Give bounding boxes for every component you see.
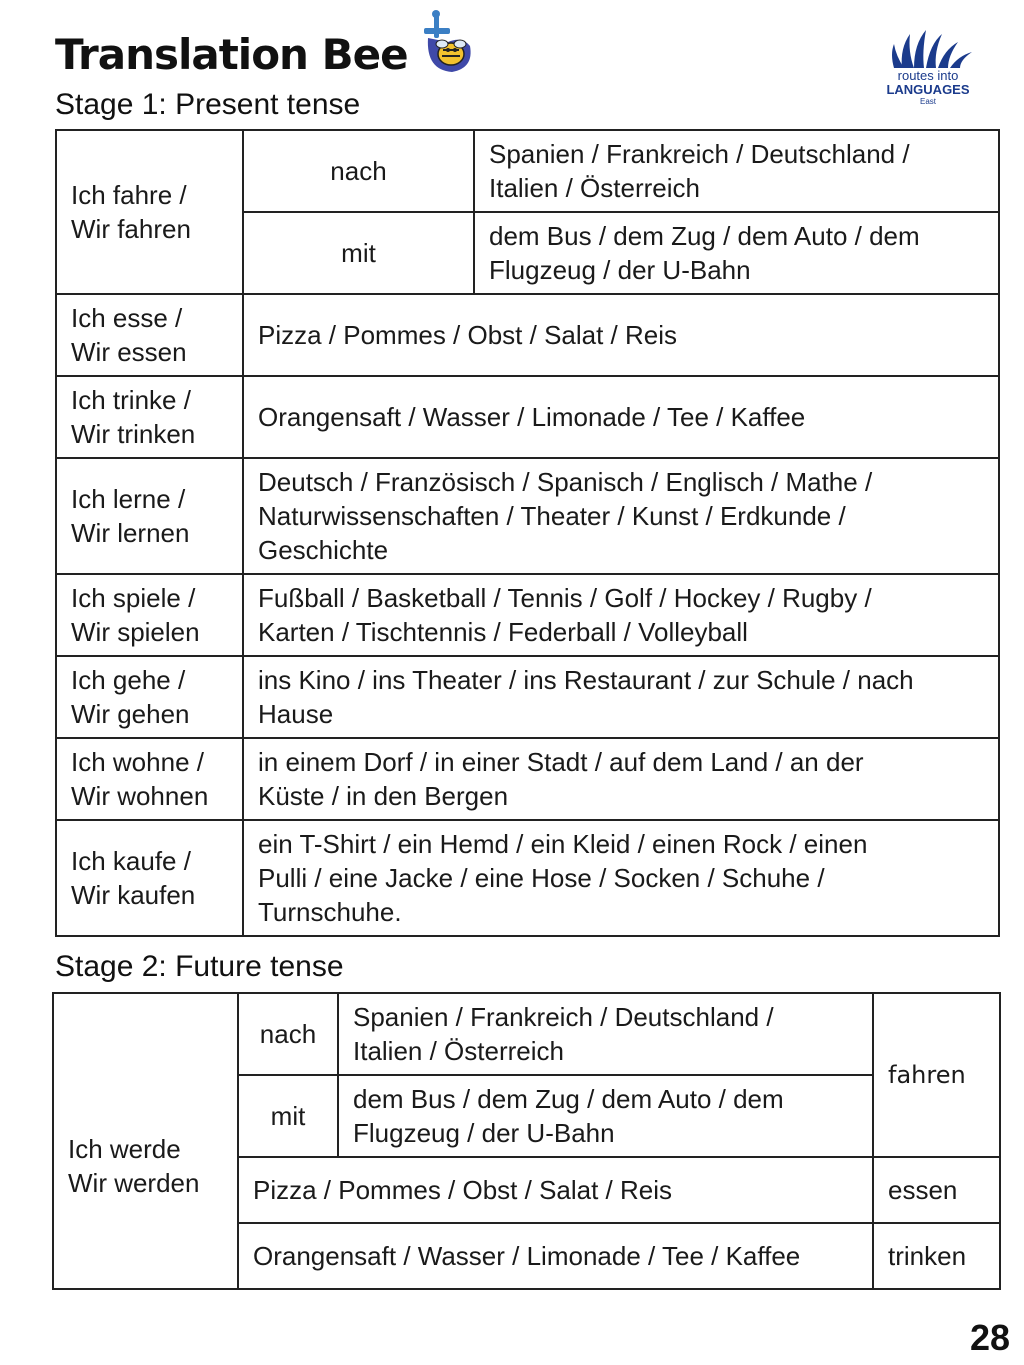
logo-line-1: routes into bbox=[897, 68, 959, 83]
options-line: Orangensaft / Wasser / Limonade / Tee / Kaffee bbox=[253, 1241, 801, 1271]
subject-line: Ich esse / bbox=[71, 303, 183, 333]
subject-cell bbox=[56, 458, 243, 574]
options-cell bbox=[243, 294, 999, 376]
options-line: in einem Dorf / in einer Stadt / auf dem Land / an der bbox=[258, 747, 864, 777]
logo-line-2: LANGUAGES bbox=[886, 82, 970, 97]
options-cell bbox=[338, 993, 873, 1075]
table-row bbox=[56, 820, 999, 936]
subject-line: Ich wohne / bbox=[71, 747, 204, 777]
options-cell bbox=[243, 656, 999, 738]
options-cell bbox=[243, 574, 999, 656]
subject-cell bbox=[53, 993, 238, 1289]
options-cell bbox=[474, 212, 999, 294]
subject-line: Wir trinken bbox=[71, 419, 196, 449]
verb-cell: fahren bbox=[873, 993, 1000, 1157]
subject-line: Wir kaufen bbox=[71, 880, 196, 910]
options-line: Flugzeug / der U-Bahn bbox=[353, 1118, 615, 1148]
subject-cell bbox=[56, 656, 243, 738]
preposition-cell: nach bbox=[238, 993, 338, 1075]
options-line: dem Bus / dem Zug / dem Auto / dem bbox=[489, 221, 920, 251]
page-title: Translation Bee bbox=[55, 30, 408, 79]
table-row bbox=[56, 130, 999, 212]
options-line: ein T-Shirt / ein Hemd / ein Kleid / einen Rock / einen bbox=[258, 829, 868, 859]
options-line: Italien / Österreich bbox=[353, 1036, 564, 1066]
options-line: Flugzeug / der U-Bahn bbox=[489, 255, 751, 285]
subject-cell bbox=[56, 820, 243, 936]
options-cell bbox=[243, 738, 999, 820]
subject-line: Wir wohnen bbox=[71, 781, 209, 811]
subject-line: Ich werde bbox=[68, 1134, 181, 1164]
preposition-cell: nach bbox=[243, 130, 474, 212]
subject-line: Ich kaufe / bbox=[71, 846, 191, 876]
options-line: Pulli / eine Jacke / eine Hose / Socken / Schuhe / bbox=[258, 863, 825, 893]
options-line: dem Bus / dem Zug / dem Auto / dem bbox=[353, 1084, 784, 1114]
options-line: Pizza / Pommes / Obst / Salat / Reis bbox=[258, 320, 678, 350]
options-line: Karten / Tischtennis / Federball / Volleyball bbox=[258, 617, 748, 647]
subject-line: Wir essen bbox=[71, 337, 187, 367]
verb-cell: trinken bbox=[873, 1223, 1000, 1289]
options-line: Fußball / Basketball / Tennis / Golf / Hockey / Rugby / bbox=[258, 583, 872, 613]
options-line: Pizza / Pommes / Obst / Salat / Reis bbox=[253, 1175, 673, 1205]
table-row bbox=[56, 574, 999, 656]
subject-line: Ich lerne / bbox=[71, 484, 186, 514]
table-row bbox=[53, 993, 1000, 1075]
options-line: Geschichte bbox=[258, 535, 389, 565]
subject-line: Ich spiele / bbox=[71, 583, 196, 613]
stage2-heading: Stage 2: Future tense bbox=[55, 950, 344, 983]
options-line: Deutsch / Französisch / Spanisch / Englisch / Mathe / bbox=[258, 467, 873, 497]
page-number: 28 bbox=[969, 1317, 1010, 1358]
subject-cell bbox=[56, 294, 243, 376]
options-line: Turnschuhe. bbox=[258, 897, 402, 927]
options-cell bbox=[238, 1157, 873, 1223]
options-line: Küste / in den Bergen bbox=[258, 781, 509, 811]
preposition-cell: mit bbox=[238, 1075, 338, 1157]
subject-cell bbox=[56, 376, 243, 458]
options-line: Hause bbox=[258, 699, 334, 729]
options-line: Spanien / Frankreich / Deutschland / bbox=[489, 139, 910, 169]
subject-line: Ich trinke / bbox=[71, 385, 191, 415]
options-cell bbox=[243, 458, 999, 574]
table-row bbox=[56, 656, 999, 738]
subject-line: Wir fahren bbox=[71, 214, 191, 244]
options-line: Spanien / Frankreich / Deutschland / bbox=[353, 1002, 774, 1032]
options-cell bbox=[238, 1223, 873, 1289]
verb-cell: essen bbox=[873, 1157, 1000, 1223]
subject-line: Ich fahre / bbox=[71, 180, 187, 210]
table-row bbox=[56, 294, 999, 376]
options-line: Orangensaft / Wasser / Limonade / Tee / Kaffee bbox=[258, 402, 806, 432]
subject-line: Wir werden bbox=[68, 1168, 200, 1198]
table-row bbox=[56, 738, 999, 820]
routes-into-languages-logo bbox=[880, 28, 990, 108]
subject-line: Ich gehe / bbox=[71, 665, 186, 695]
options-line: ins Kino / ins Theater / ins Restaurant / zur Schule / nach bbox=[258, 665, 914, 695]
subject-line: Wir gehen bbox=[71, 699, 190, 729]
subject-cell bbox=[56, 130, 243, 294]
table-row bbox=[56, 458, 999, 574]
logo-line-3: East bbox=[919, 97, 937, 106]
stage2-table bbox=[52, 992, 1001, 1290]
options-cell bbox=[243, 376, 999, 458]
bee-logo-icon bbox=[418, 8, 480, 80]
subject-cell bbox=[56, 738, 243, 820]
stage1-heading: Stage 1: Present tense bbox=[55, 88, 361, 121]
subject-line: Wir lernen bbox=[71, 518, 190, 548]
subject-line: Wir spielen bbox=[71, 617, 200, 647]
subject-cell bbox=[56, 574, 243, 656]
preposition-cell: mit bbox=[243, 212, 474, 294]
table-row bbox=[56, 376, 999, 458]
stage1-table bbox=[55, 129, 1000, 937]
options-cell bbox=[338, 1075, 873, 1157]
options-line: Naturwissenschaften / Theater / Kunst / Erdkunde / bbox=[258, 501, 846, 531]
options-cell bbox=[243, 820, 999, 936]
options-cell bbox=[474, 130, 999, 212]
options-line: Italien / Österreich bbox=[489, 173, 700, 203]
